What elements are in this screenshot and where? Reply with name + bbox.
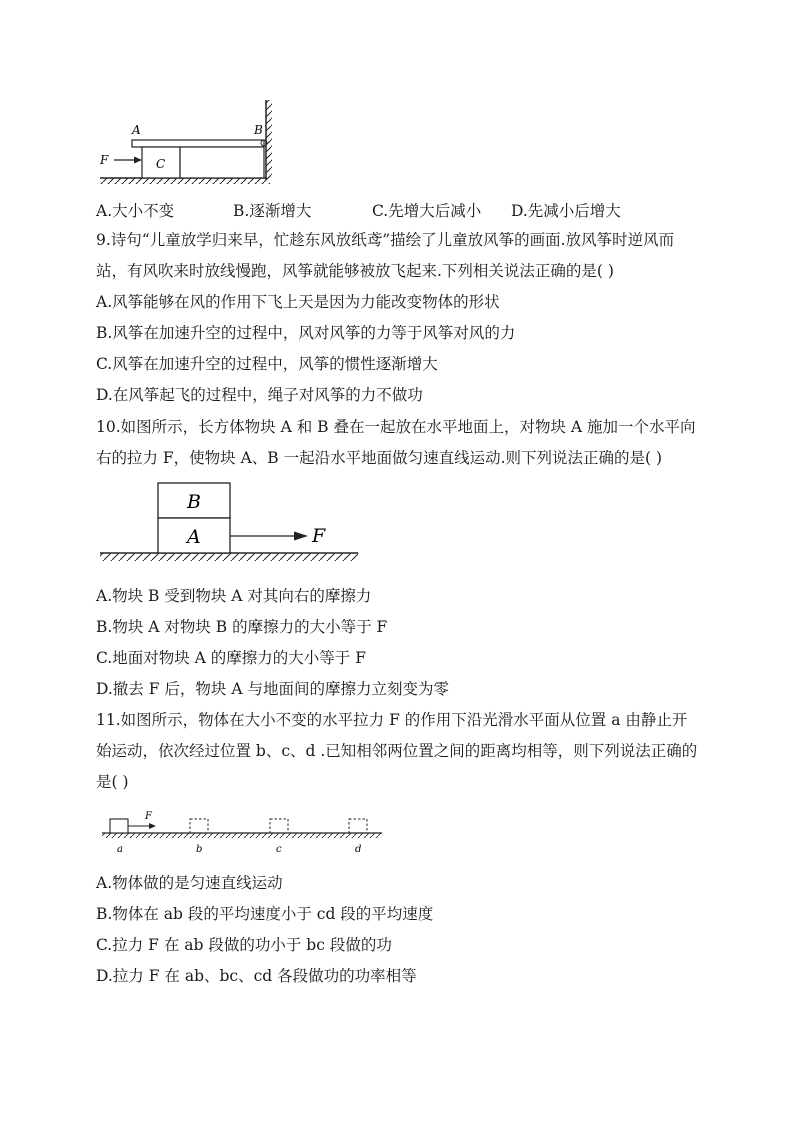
q11-stem-line3: 是( ) [96, 773, 129, 791]
q9-option-a[interactable]: A.风筝能够在风的作用下飞上天是因为力能改变物体的形状 [96, 293, 500, 311]
force-f-small-label: F [145, 811, 152, 822]
q10-option-d[interactable]: D.撤去 F 后，物块 A 与地面间的摩擦力立刻变为零 [96, 680, 449, 698]
label-c: C [156, 157, 166, 171]
label-f: F [100, 153, 109, 167]
q9-option-d[interactable]: D.在风筝起飞的过程中，绳子对风筝的力不做功 [96, 386, 423, 404]
q11-option-c[interactable]: C.拉力 F 在 ab 段做的功小于 bc 段做的功 [96, 936, 392, 954]
q11-stem-line2: 始运动，依次经过位置 b、c、d .已知相邻两位置之间的距离均相等，则下列说法正确的 [96, 742, 698, 760]
position-b-label: b [196, 844, 203, 855]
q11-option-d[interactable]: D.拉力 F 在 ab、bc、cd 各段做功的功率相等 [96, 967, 417, 985]
q10-stem-line2: 右的拉力 F，使物块 A、B 一起沿水平地面做匀速直线运动.则下列说法正确的是( ) [96, 449, 663, 467]
figure-q8 [96, 98, 296, 188]
q9-option-b[interactable]: B.风筝在加速升空的过程中，风对风筝的力等于风筝对风的力 [96, 324, 516, 342]
q11-option-b[interactable]: B.物体在 ab 段的平均速度小于 cd 段的平均速度 [96, 905, 434, 923]
block-b-label: B [187, 491, 201, 513]
q11-stem-line1: 11.如图所示，物体在大小不变的水平拉力 F 的作用下沿光滑水平面从位置 a 由静止开 [96, 711, 688, 729]
label-a: A [132, 123, 141, 137]
q10-option-c[interactable]: C.地面对物块 A 的摩擦力的大小等于 F [96, 649, 366, 667]
q8-choice-d[interactable]: D.先减小后增大 [511, 202, 621, 220]
position-a-label: a [117, 844, 123, 855]
q11-option-a[interactable]: A.物体做的是匀速直线运动 [96, 874, 283, 892]
q10-option-b[interactable]: B.物块 A 对物块 B 的摩擦力的大小等于 F [96, 618, 388, 636]
q9-stem-line1: 9.诗句“儿童放学归来早，忙趁东风放纸鸢”描绘了儿童放风筝的画面.放风筝时逆风而 [96, 231, 675, 249]
q9-option-c[interactable]: C.风筝在加速升空的过程中，风筝的惯性逐渐增大 [96, 355, 438, 373]
q8-choice-b[interactable]: B.逐渐增大 [233, 202, 312, 220]
position-d-label: d [355, 844, 362, 855]
q10-stem-line1: 10.如图所示，长方体物块 A 和 B 叠在一起放在水平地面上，对物块 A 施加一个水平向 [96, 418, 696, 436]
position-c-label: c [276, 844, 282, 855]
q8-choice-a[interactable]: A.大小不变 [96, 202, 175, 220]
q8-choice-c[interactable]: C.先增大后减小 [372, 202, 482, 220]
q9-stem-line2: 站，有风吹来时放线慢跑，风筝就能够被放飞起来.下列相关说法正确的是( ) [96, 262, 614, 280]
label-b: B [254, 123, 263, 137]
figure-q10 [96, 480, 366, 570]
block-a-label: A [187, 526, 201, 548]
figure-q11 [96, 806, 396, 856]
q10-option-a[interactable]: A.物块 B 受到物块 A 对其向右的摩擦力 [96, 587, 372, 605]
force-f-label: F [312, 525, 326, 547]
